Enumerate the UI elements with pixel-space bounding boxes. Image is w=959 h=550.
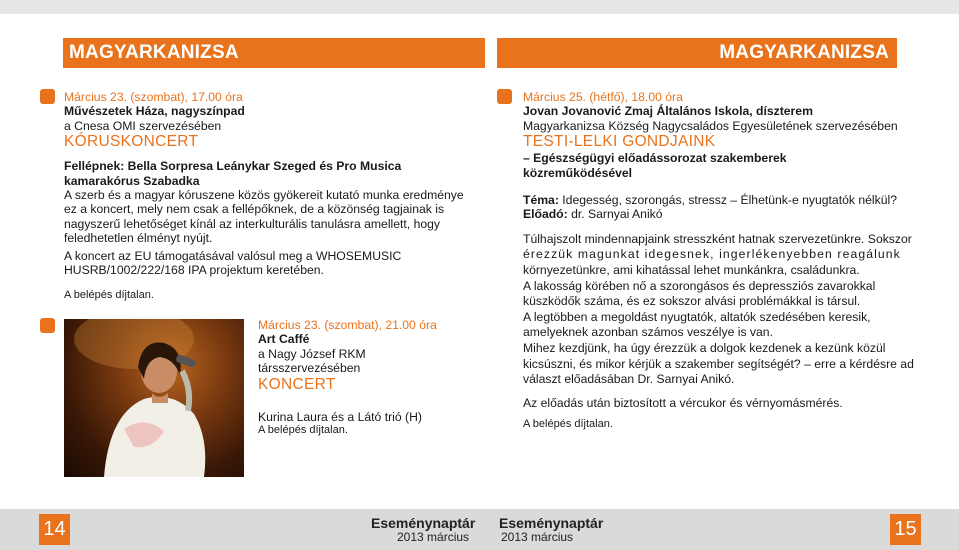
footer-subtitle-left: 2013 március: [397, 530, 470, 544]
event-title: KÓRUSKONCERT: [64, 133, 199, 151]
body-line: A lakosság körében nő a szorongásos és depressziós zavarokkal: [523, 278, 876, 293]
event-after-note: Az előadás után biztosított a vércukor és vérnyomásmérés.: [523, 395, 843, 410]
event-support: [64, 249, 464, 278]
speaker-text: dr. Sarnyai Anikó: [571, 207, 663, 222]
event-entry: A belépés díjtalan.: [523, 418, 613, 431]
event-series: – Egészségügyi előadássorozat szakemberek: [523, 151, 787, 166]
singer-photo: [64, 319, 244, 477]
page-number-right: 15: [890, 514, 921, 545]
body-line: küszködők száma, és ez sokszor alvási problémákkal is társul.: [523, 294, 861, 309]
body-line: Túlhajszolt mindennapjaink stresszként hatnak szervezetünkre. Sokszor: [523, 231, 912, 246]
singer-illustration: [64, 319, 244, 477]
footer-title-right: Eseménynaptár: [499, 515, 604, 531]
event-venue: Jovan Jovanović Zmaj Általános Iskola, díszterem: [523, 104, 813, 119]
event-title: KONCERT: [258, 375, 336, 393]
bullet-square-event1: [40, 89, 55, 104]
desc-line: feledhetetlen élményt nyújt.: [64, 231, 213, 246]
body-line: választ előadásában Dr. Sarnyai Anikó.: [523, 372, 735, 387]
event-performers: [64, 159, 464, 188]
event-entry: A belépés díjtalan.: [64, 289, 154, 302]
bullet-square-event3: [497, 89, 512, 104]
body-line: A legtöbben a megoldást nyugtatók, altatók szedésében keresik,: [523, 309, 871, 324]
top-stripe: [0, 0, 959, 14]
section-header-left: MAGYARKANIZSA: [63, 38, 485, 68]
speaker-label: Előadó:: [523, 207, 568, 222]
event-series: közreműködésével: [523, 165, 633, 180]
desc-line: ez a koncert, mely nem csak a fellépőknek, de a közönség tagjainak is: [64, 202, 445, 217]
body-line: környezetünkre, ami kihatással lehet munkánkra, családunkra.: [523, 263, 860, 278]
event-venue: Art Caffé: [258, 332, 310, 347]
body-line: Mihez kezdjünk, ha úgy érezzük a dolgok kezdenek a kezünk közül: [523, 341, 886, 355]
event-body: [523, 232, 923, 388]
section-header-right: MAGYARKANIZSA: [497, 38, 897, 68]
event-topic: [523, 193, 923, 207]
footer-bar: [0, 509, 959, 550]
event-date: Március 23. (szombat), 21.00 óra: [258, 318, 437, 332]
page-number-left: 14: [39, 514, 70, 545]
body-line: érezzük magunkat idegesnek, ingerlékenyebben reagálunk: [523, 247, 901, 262]
topic-label: Téma:: [523, 193, 559, 208]
event-organizer: Magyarkanizsa Község Nagycsaládos Egyesületének szervezésében: [523, 118, 898, 133]
support-line: A koncert az EU támogatásával valósul meg a WHOSEMUSIC: [64, 248, 402, 263]
event-koruskoncert: [64, 90, 464, 302]
event-organizer: a Nagy József RKM: [258, 346, 366, 361]
event-title: TESTI-LELKI GONDJAINK: [523, 133, 716, 151]
event-koncert: [258, 318, 478, 437]
support-line: HUSRB/1002/222/168 IPA projektum keretében.: [64, 263, 324, 278]
event-description: [64, 188, 464, 246]
event-performers: Kurina Laura és a Látó trió (H): [258, 409, 422, 424]
event-organizer: társszervezésében: [258, 361, 361, 376]
body-line: amelyeknek azonban számos veszélye is van.: [523, 325, 773, 340]
event-speaker: [523, 207, 923, 221]
topic-text: Idegesség, szorongás, stressz – Élhetünk-e nyugtatók nélkül?: [562, 193, 897, 208]
footer-title-left: Eseménynaptár: [371, 515, 476, 531]
footer-subtitle-right: 2013 március: [501, 530, 574, 544]
performers-text: Fellépnek: Bella Sorpresa Leánykar Szeged és Pro Musica kamarakórus Szabadka: [64, 159, 402, 188]
event-testi-lelki: [523, 90, 923, 431]
desc-line: nagyszerű lehetőséget kínál az interkulturális tanulásra amellett, hogy: [64, 216, 440, 231]
event-venue: Művészetek Háza, nagyszínpad: [64, 104, 245, 119]
event-organizer: a Cnesa OMI szervezésében: [64, 118, 222, 133]
bullet-square-event2: [40, 318, 55, 333]
event-entry: A belépés díjtalan.: [258, 424, 348, 437]
desc-line: A szerb és a magyar kóruszene közös gyökereit kutató munka eredménye: [64, 188, 464, 203]
body-line: kicsúszni, és mikor kérjük a szakember segítségét? – erre a kérdésre ad: [523, 356, 914, 371]
event-date: Március 25. (hétfő), 18.00 óra: [523, 90, 683, 104]
event-date: Március 23. (szombat), 17.00 óra: [64, 90, 243, 104]
